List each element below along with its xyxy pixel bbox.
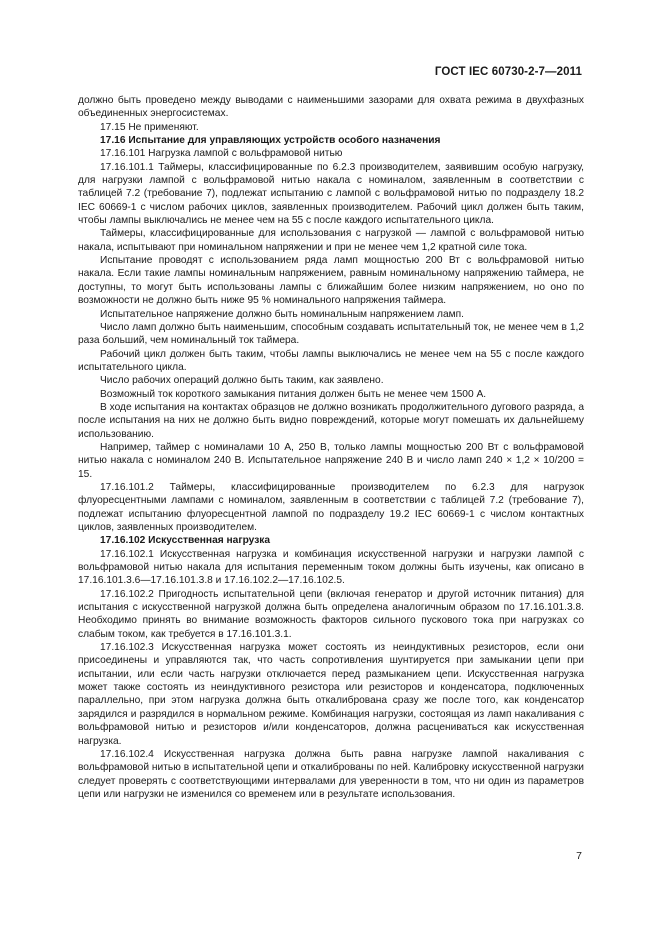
paragraph: Возможный ток короткого замыкания питания должен быть не менее чем 1500 А. <box>100 388 487 400</box>
paragraph: 17.16.101 Нагрузка лампой с вольфрамовой нитью <box>100 148 343 160</box>
document-body <box>78 94 584 801</box>
section-heading: 17.16 Испытание для управляющих устройств особого назначения <box>100 135 441 147</box>
paragraph: Таймеры, классифицированные для использования с нагрузкой — лампой с вольфрамовой нитью накала, испытывают при номинальном напряжении и при не менее чем 1,2 кратной силе тока. <box>78 228 584 253</box>
paragraph: 17.16.102.4 Искусственная нагрузка должна быть равна нагрузке лампой накаливания с вольфрамовой нитью в испытательной цепи и откалиброваны по ней. Калибровку искусственной нагрузки следует проверять с соответствующими интервалами для уверенности в том, что ни один из параметров цепи или нагрузки не изменился со временем или в результате использования. <box>78 748 584 800</box>
paragraph: 17.15 Не применяют. <box>100 121 199 133</box>
paragraph: Число ламп должно быть наименьшим, способным создавать испытательный ток, не менее чем в 1,2 раза больший, чем номинальный ток таймера. <box>78 321 584 347</box>
paragraph: Испытание проводят с использованием ряда ламп мощностью 200 Вт с вольфрамовой нитью накала. Если такие лампы номинальным напряжением, равным номинальному напряжению таймера, не доступны, то могут быть использованы лампы с ближайшим более низким напряжением, но оно по возможности не должно быть ниже 95 % номинального напряжения таймера. <box>78 255 584 307</box>
paragraph: В ходе испытания на контактах образцов не должно возникать продолжительного дугового разряда, а после испытания на них не должно быть видно повреждений, которые могут помешать их дальнейшему использованию. <box>78 401 584 440</box>
page-number: 7 <box>576 850 582 862</box>
paragraph: 17.16.102.1 Искусственная нагрузка и комбинация искусственной нагрузки и нагрузки лампой с вольфрамовой нитью накала для испытания переменным током должны быть изучены, как описано в 17.16.101.3.6—17.16.101.3.8 и 17.16.102.2—17.16.102.5. <box>78 548 584 587</box>
paragraph: 17.16.102.3 Искусственная нагрузка может состоять из неиндуктивных резисторов, если они присоединены и управляются так, что часть сопротивления шунтируется при замыкании цепи при испытании, или если часть нагрузки отключается перед размыканием цепи. Искусственная нагрузка может также состоять из неиндуктивного резистора или резисторов и конденсатора, подключенных параллельно, при этом нагрузка должна быть откалибрована сразу же после того, как конденсатор зарядился и разрядился в нормальном режиме. Комбинация нагрузки, состоящая из ламп накаливания с вольфрамовой нитью и резисторов и/или конденсаторов, должна расцениваться как искусственная нагрузка. <box>78 642 584 747</box>
paragraph: 17.16.102.2 Пригодность испытательной цепи (включая генератор и другой источник питания) для испытания с искусственной нагрузкой должна быть определена аналогичным образом по 17.16.101.3.8. Необходимо принять во внимание возможность факторов сильного пускового тока при нагрузках со слабым током, как требуется в 17.16.101.3.1. <box>78 588 584 640</box>
section-heading: 17.16.102 Искусственная нагрузка <box>100 535 271 547</box>
paragraph: Рабочий цикл должен быть таким, чтобы лампы выключались не менее чем на 55 с после каждого испытательного цикла. <box>78 348 584 373</box>
paragraph: должно быть проведено между выводами с наименьшими зазорами для охвата режима в двухфазных объединенных энергосистемах. <box>78 95 584 120</box>
document-header: ГОСТ IEC 60730-2-7—2011 <box>434 66 582 78</box>
paragraph: Например, таймер с номиналами 10 А, 250 В, только лампы мощностью 200 Вт с вольфрамовой нитью накала с номиналом 240 В. Испытательное напряжение 240 В и число ламп 240 × 1,2 × 10/200 = 15. <box>78 441 584 480</box>
paragraph: Испытательное напряжение должно быть номинальным напряжением ламп. <box>100 308 465 320</box>
paragraph: 17.16.101.2 Таймеры, классифицированные производителем по 6.2.3 для нагрузок флуоресцентными лампами с номиналом, заявленным в соответствии с таблицей 7.2 (требование 7), подлежат испытанию флуоресцентной лампой по подразделу 19.2 IEC 60669-1 с числом контактных циклов, заявленных производителем. <box>78 481 584 533</box>
paragraph: Число рабочих операций должно быть таким, как заявлено. <box>100 375 384 387</box>
paragraph: 17.16.101.1 Таймеры, классифицированные по 6.2.3 производителем, заявившим особую нагрузку, для нагрузки лампой с вольфрамовой нитью накала с номиналом, заявленным в соответствии с таблицей 7.2 (требование 7), подлежат испытанию с лампой с вольфрамовой нитью по подразделу 18.2 IEC 60669-1 с числом рабочих циклов, заявленных производителем. Рабочий цикл должен быть таким, чтобы лампы выключались не менее чем на 55 с после каждого испытательного цикла. <box>78 161 584 227</box>
